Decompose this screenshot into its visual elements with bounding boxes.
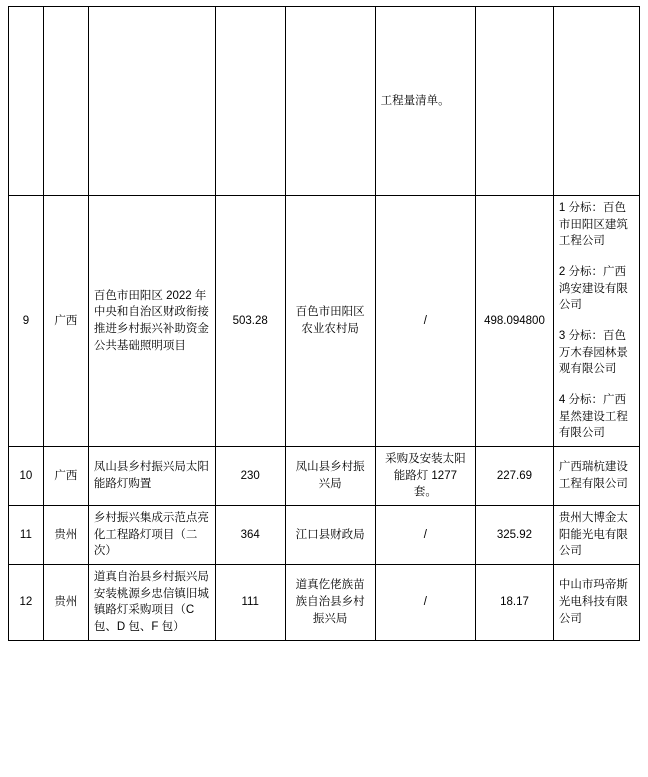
row-organization: 百色市田阳区农业农村局	[285, 196, 375, 447]
row-description: 工程量清单。	[375, 7, 475, 196]
supplier-list	[559, 200, 634, 442]
supplier-item: 1 分标：百色市田阳区建筑工程公司	[558, 202, 628, 248]
row-description: /	[375, 506, 475, 565]
table-row	[9, 565, 640, 641]
row-province: 贵州	[43, 506, 88, 565]
table-row	[9, 506, 640, 565]
row-project: 百色市田阳区 2022 年中央和自治区财政衔接推进乡村振兴补助资金公共基础照明项目	[88, 196, 215, 447]
row-win-amount: 325.92	[476, 506, 554, 565]
row-supplier: 贵州大博金太阳能光电有限公司	[553, 506, 639, 565]
procurement-table	[8, 6, 640, 641]
row-win-amount: 498.094800	[476, 196, 554, 447]
row-supplier	[553, 7, 639, 196]
row-organization	[285, 7, 375, 196]
row-organization: 江口县财政局	[285, 506, 375, 565]
row-project: 凤山县乡村振兴局太阳能路灯购置	[88, 447, 215, 506]
row-win-amount: 18.17	[476, 565, 554, 641]
row-amount: 230	[215, 447, 285, 506]
row-supplier: 广西瑞杭建设工程有限公司	[553, 447, 639, 506]
row-province: 广西	[43, 196, 88, 447]
row-supplier	[553, 196, 639, 447]
table-row	[9, 447, 640, 506]
row-index: 10	[9, 447, 44, 506]
row-description: /	[375, 565, 475, 641]
table-body	[9, 7, 640, 641]
row-win-amount: 227.69	[476, 447, 554, 506]
table-row	[9, 7, 640, 196]
row-win-amount	[476, 7, 554, 196]
row-index	[9, 7, 44, 196]
row-project: 乡村振兴集成示范点亮化工程路灯项目（二次）	[88, 506, 215, 565]
row-amount	[215, 7, 285, 196]
row-index: 9	[9, 196, 44, 447]
table-row	[9, 196, 640, 447]
supplier-item: 3 分标：百色万木春园林景观有限公司	[558, 330, 628, 376]
row-amount: 364	[215, 506, 285, 565]
row-province: 贵州	[43, 565, 88, 641]
row-project	[88, 7, 215, 196]
row-project: 道真自治县乡村振兴局安装桃源乡忠信镇旧城镇路灯采购项目（C 包、D 包、F 包）	[88, 565, 215, 641]
row-supplier: 中山市玛帝斯光电科技有限公司	[553, 565, 639, 641]
supplier-item: 4 分标：广西星然建设工程有限公司	[558, 394, 628, 440]
row-province	[43, 7, 88, 196]
row-province: 广西	[43, 447, 88, 506]
row-amount: 111	[215, 565, 285, 641]
row-description: /	[375, 196, 475, 447]
row-organization: 凤山县乡村振兴局	[285, 447, 375, 506]
supplier-item: 2 分标：广西鸿安建设有限公司	[558, 266, 628, 312]
row-index: 12	[9, 565, 44, 641]
row-description: 采购及安装太阳能路灯 1277 套。	[375, 447, 475, 506]
row-index: 11	[9, 506, 44, 565]
row-organization: 道真仡佬族苗族自治县乡村振兴局	[285, 565, 375, 641]
row-amount: 503.28	[215, 196, 285, 447]
